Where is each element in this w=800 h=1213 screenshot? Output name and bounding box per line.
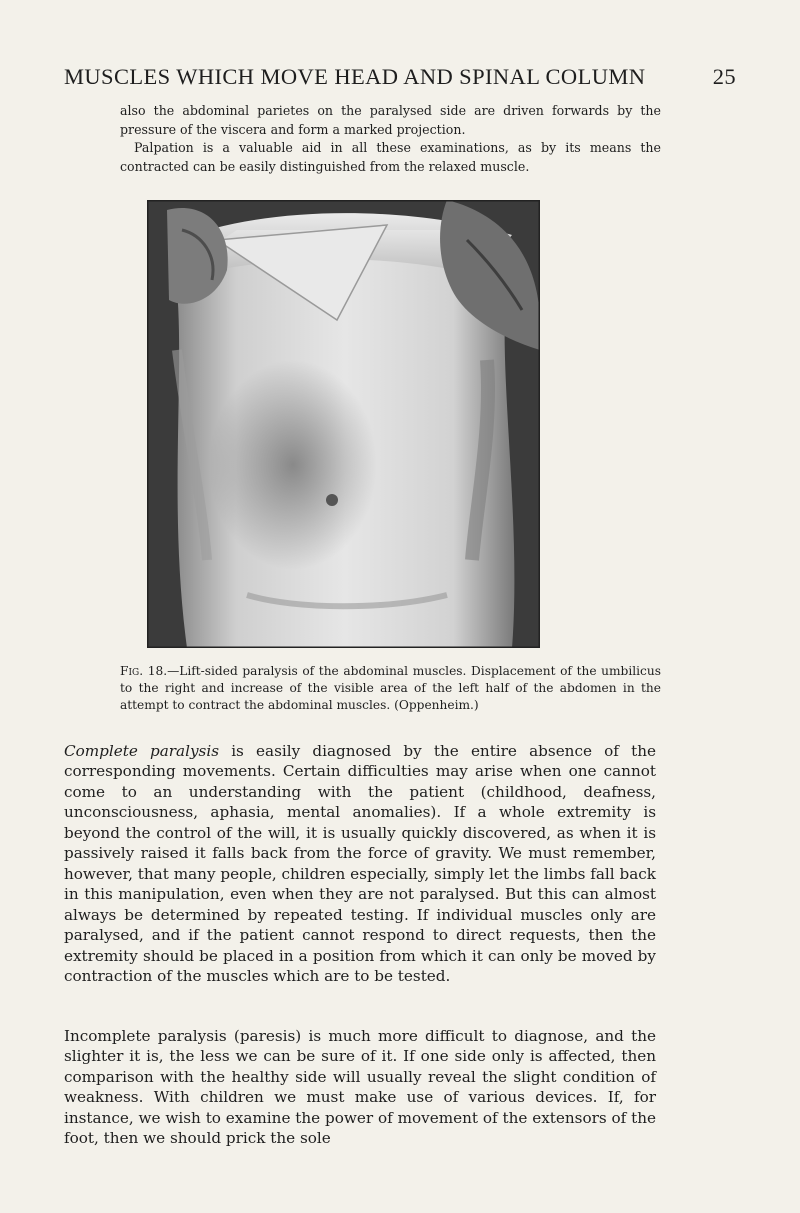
paragraph-body: is easily diagnosed by the entire absence of the corresponding movements. Certain difficulties may arise when one cannot come to an understanding with the patient (childhood, deafness, unconsciousness, aphasia, mental anomalies). If a whole extremity is beyond the control of the will, it is usually quickly discovered, as when it is passively raised it falls back from the force of gravity. We must remember, however, that many people, children especially, simply let the limbs fall back in this manipulation, even when they are not paralysed. But this can almost always be determined by repeated testing. If individual muscles only are paralysed, and if the patient cannot respond to direct requests, then the extremity should be placed in a position from which it can only be moved by contraction of the muscles which are to be tested. <box>64 742 656 985</box>
abdomen-photo-illustration <box>147 200 540 648</box>
page-number: 25 <box>712 64 736 89</box>
running-title: MUSCLES WHICH MOVE HEAD AND SPINAL COLUMN <box>64 64 646 89</box>
paragraph-incomplete-paralysis: Incomplete paralysis (paresis) is much more difficult to diagnose, and the slighter it is, the less we can be sure of it. If one side only is affected, then comparison with the healthy side will usually reveal the slight condition of weakness. With children we must make use of various devices. If, for instance, we wish to examine the power of movement of the extensors of the foot, then we should prick the sole <box>64 1027 656 1148</box>
figure-label: Fig. 18. <box>120 664 168 678</box>
figure-caption <box>120 663 661 714</box>
paragraph-lead-term: Complete paralysis <box>64 742 219 760</box>
paragraph-complete-paralysis <box>64 741 656 986</box>
intro-paragraph-continued: also the abdominal parietes on the paralysed side are driven forwards by the pressure of the viscera and form a marked projection. <box>120 103 661 137</box>
intro-paragraph-palpation: Palpation is a valuable aid in all these examinations, as by its means the contracted can be easily distinguished from the relaxed muscle. <box>120 140 661 174</box>
figure-caption-text: —Lift-sided paralysis of the abdominal muscles. Displacement of the umbilicus to the right and increase of the visible area of the left half of the abdomen in the attempt to contract the abdominal muscles. (Oppenheim.) <box>120 664 661 712</box>
figure-photograph <box>147 200 540 648</box>
